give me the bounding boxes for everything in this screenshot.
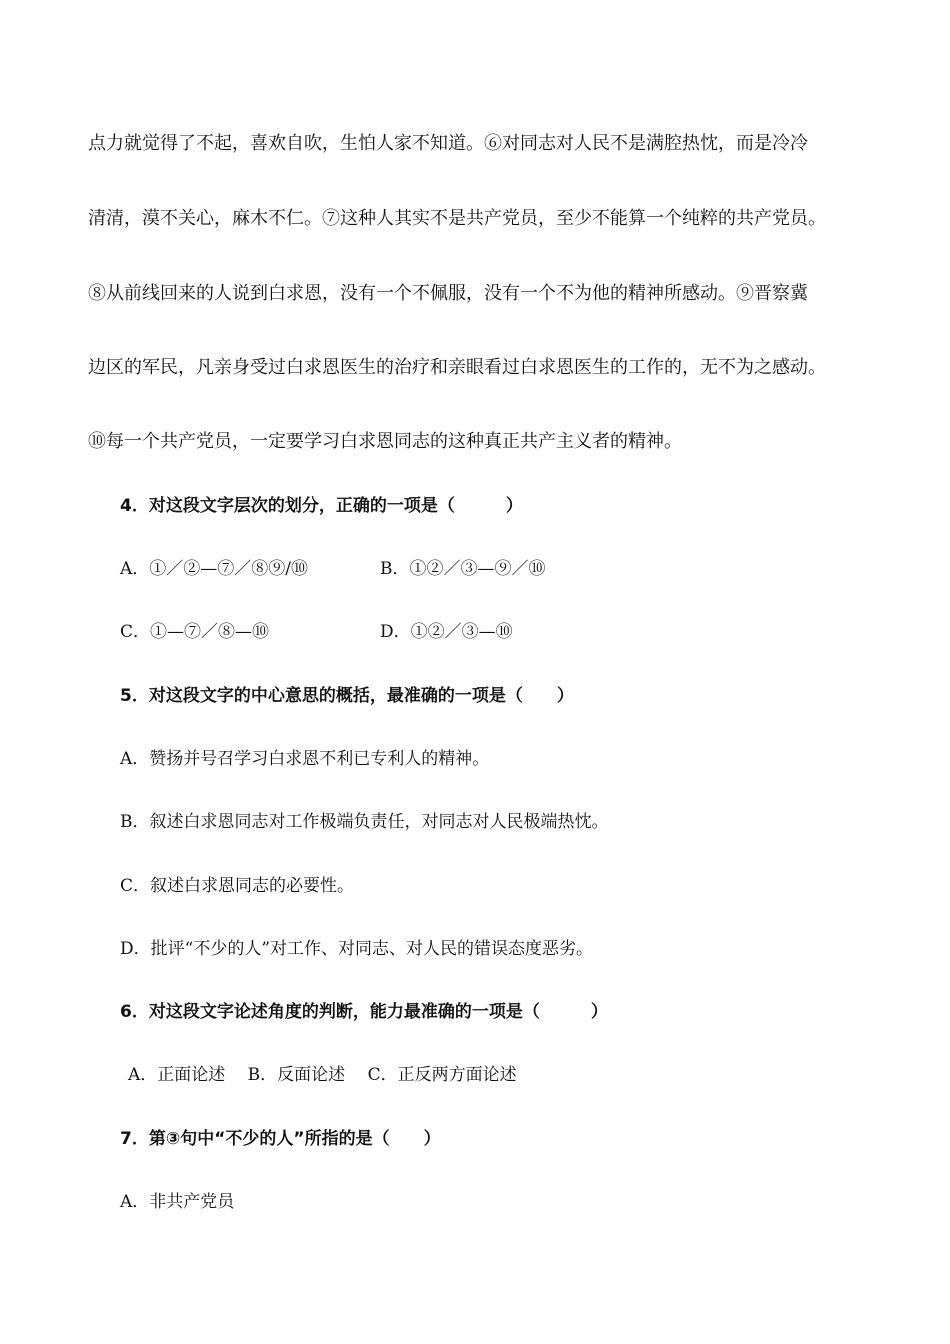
question-5-option-a: A．赞扬并号召学习白求恩不利已专利人的精神。 <box>120 749 490 769</box>
question-4-option-b: B．①②／③—⑨／⑩ <box>380 559 546 579</box>
passage-line-2: 清清，漠不关心，麻木不仁。⑦这种人其实不是共产党员，至少不能算一个纯粹的共产党员。 <box>88 208 826 229</box>
question-5-option-d: D．批评“不少的人”对工作、对同志、对人民的错误态度恶劣。 <box>120 939 594 959</box>
question-4-option-d: D．①②／③—⑩ <box>380 622 513 642</box>
question-5-stem: 5．对这段文字的中心意思的概括，最准确的一项是（ ） <box>120 686 574 706</box>
question-4-stem: 4．对这段文字层次的划分，正确的一项是（ ） <box>120 496 523 516</box>
question-6-stem: 6．对这段文字论述角度的判断，能力最准确的一项是（ ） <box>120 1002 608 1022</box>
passage-line-4: 边区的军民，凡亲身受过白求恩医生的治疗和亲眼看过白求恩医生的工作的，无不为之感动。 <box>88 357 826 378</box>
question-5-option-b: B．叙述白求恩同志对工作极端负责任，对同志对人民极端热忱。 <box>120 812 609 832</box>
question-4-option-c: C．①—⑦／⑧—⑩ <box>120 622 270 642</box>
question-5-option-c: C．叙述白求恩同志的必要性。 <box>120 876 355 896</box>
question-6-options: A．正面论述 B．反面论述 C．正反两方面论述 <box>128 1065 517 1085</box>
passage-line-5: ⑩每一个共产党员，一定要学习白求恩同志的这种真正共产主义者的精神。 <box>88 431 682 452</box>
question-4-option-a: A．①／②—⑦／⑧⑨/⑩ <box>120 559 309 579</box>
question-7-option-a: A．非共产党员 <box>120 1192 235 1212</box>
passage-line-3: ⑧从前线回来的人说到白求恩，没有一个不佩服，没有一个不为他的精神所感动。⑨晋察冀 <box>88 283 808 304</box>
passage-line-1: 点力就觉得了不起，喜欢自吹，生怕人家不知道。⑥对同志对人民不是满腔热忱，而是冷冷 <box>88 133 808 154</box>
question-7-stem: 7．第③句中“不少的人”所指的是（ ） <box>120 1129 441 1149</box>
